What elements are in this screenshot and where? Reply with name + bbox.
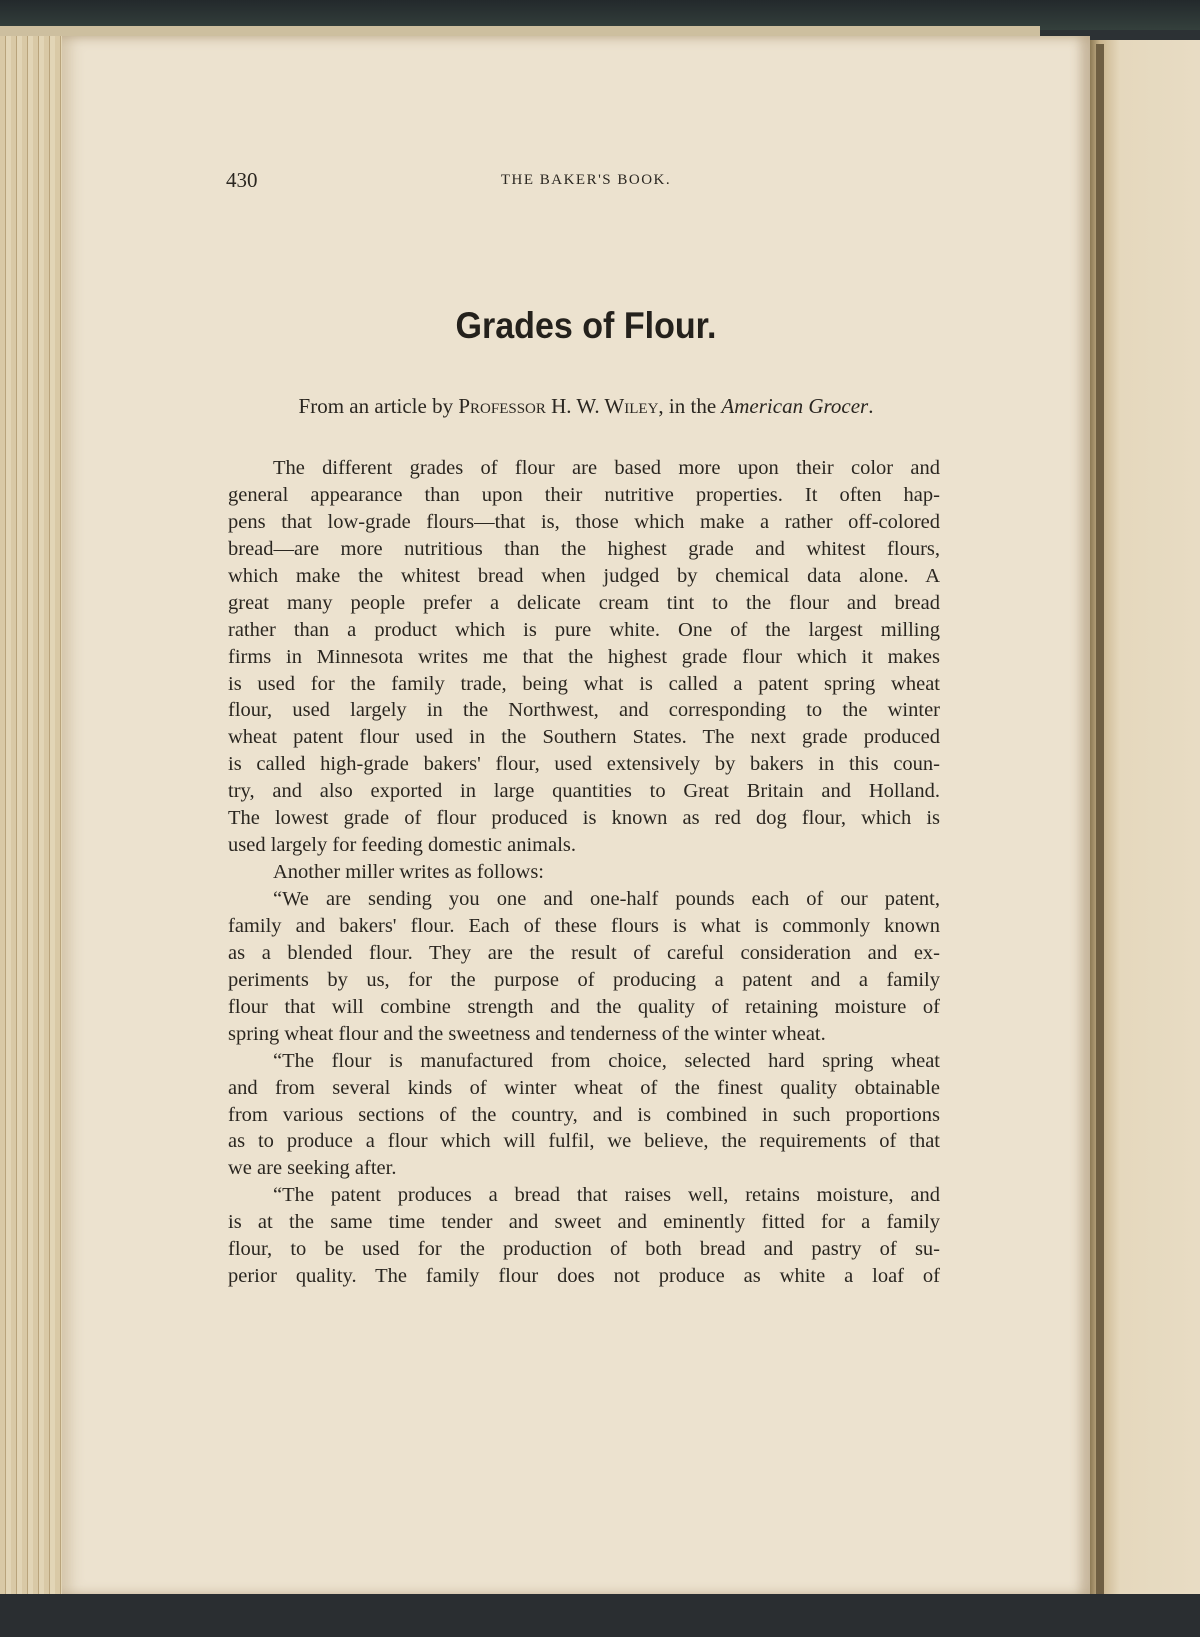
text-line: “The patent produces a bread that raises well, retains moisture, and xyxy=(273,1184,940,1207)
byline-middle: , in the xyxy=(658,394,722,418)
byline-suffix: . xyxy=(868,394,874,418)
text-line: perior quality. The family flour does not produce as white a loaf of xyxy=(228,1265,940,1288)
text-line: from various sections of the country, and is combined in such proportions xyxy=(228,1103,940,1126)
paragraph xyxy=(228,859,940,886)
text-line: which make the whitest bread when judged by chemical data alone. A xyxy=(228,564,940,587)
text-line: firms in Minnesota writes me that the highest grade flour which it makes xyxy=(228,645,940,668)
paragraph xyxy=(228,1182,940,1290)
text-line: used largely for feeding domestic animals. xyxy=(228,834,577,857)
byline-author: Professor H. W. Wiley xyxy=(458,394,659,418)
running-header xyxy=(226,168,946,194)
page-stack-left xyxy=(0,36,62,1596)
text-line: pens that low-grade flours—that is, those which make a rather off-colored xyxy=(228,510,940,533)
paragraph xyxy=(228,455,940,859)
byline-prefix: From an article by xyxy=(298,394,459,418)
text-line: is called high-grade bakers' flour, used extensively by bakers in this coun- xyxy=(228,753,940,776)
text-line: wheat patent flour used in the Southern States. The next grade produced xyxy=(228,726,940,749)
text-line: “The flour is manufactured from choice, selected hard spring wheat xyxy=(273,1049,940,1072)
text-line: is used for the family trade, being what is called a patent spring wheat xyxy=(228,672,940,695)
text-line: periments by us, for the purpose of producing a patent and a family xyxy=(228,968,940,991)
text-line: is at the same time tender and sweet and eminently fitted for a family xyxy=(228,1211,940,1234)
text-line: we are seeking after. xyxy=(228,1157,397,1180)
text-line: Another miller writes as follows: xyxy=(273,861,545,884)
byline xyxy=(226,394,946,419)
byline-source: American Grocer xyxy=(721,394,869,418)
gutter-shadow xyxy=(1096,44,1104,1594)
page-number: 430 xyxy=(226,168,258,192)
text-line: and from several kinds of winter wheat of the finest quality obtainable xyxy=(228,1076,940,1099)
text-line: The lowest grade of flour produced is known as red dog flour, which is xyxy=(228,807,940,830)
text-line: flour, used largely in the Northwest, and corresponding to the winter xyxy=(228,699,940,722)
text-line: spring wheat flour and the sweetness and tenderness of the winter wheat. xyxy=(228,1022,826,1045)
text-line: as to produce a flour which will fulfil, we believe, the requirements of that xyxy=(228,1130,940,1153)
text-line: general appearance than upon their nutritive properties. It often hap- xyxy=(228,483,940,506)
text-line: flour, to be used for the production of both bread and pastry of su- xyxy=(228,1238,940,1261)
text-line: The different grades of flour are based more upon their color and xyxy=(273,457,940,479)
facing-page-edge xyxy=(1090,40,1200,1600)
text-line: bread—are more nutritious than the highest grade and whitest flours, xyxy=(228,537,940,560)
paragraph xyxy=(228,886,940,1048)
book-cover-bottom xyxy=(0,1594,1200,1637)
chapter-title: Grades of Flour. xyxy=(455,305,717,346)
text-line: rather than a product which is pure white. One of the largest milling xyxy=(228,618,940,641)
running-title: THE BAKER'S BOOK. xyxy=(500,172,672,188)
paragraph xyxy=(228,1048,940,1183)
text-line: great many people prefer a delicate cream tint to the flour and bread xyxy=(228,591,940,614)
text-line: try, and also exported in large quantities to Great Britain and Holland. xyxy=(228,780,940,803)
body-text xyxy=(228,455,940,1290)
text-line: as a blended flour. They are the result of careful consideration and ex- xyxy=(228,941,940,964)
text-line: flour that will combine strength and the quality of retaining moisture of xyxy=(228,995,940,1018)
text-line: “We are sending you one and one-half pounds each of our patent, xyxy=(273,888,940,910)
text-line: family and bakers' flour. Each of these flours is what is commonly known xyxy=(228,914,940,937)
